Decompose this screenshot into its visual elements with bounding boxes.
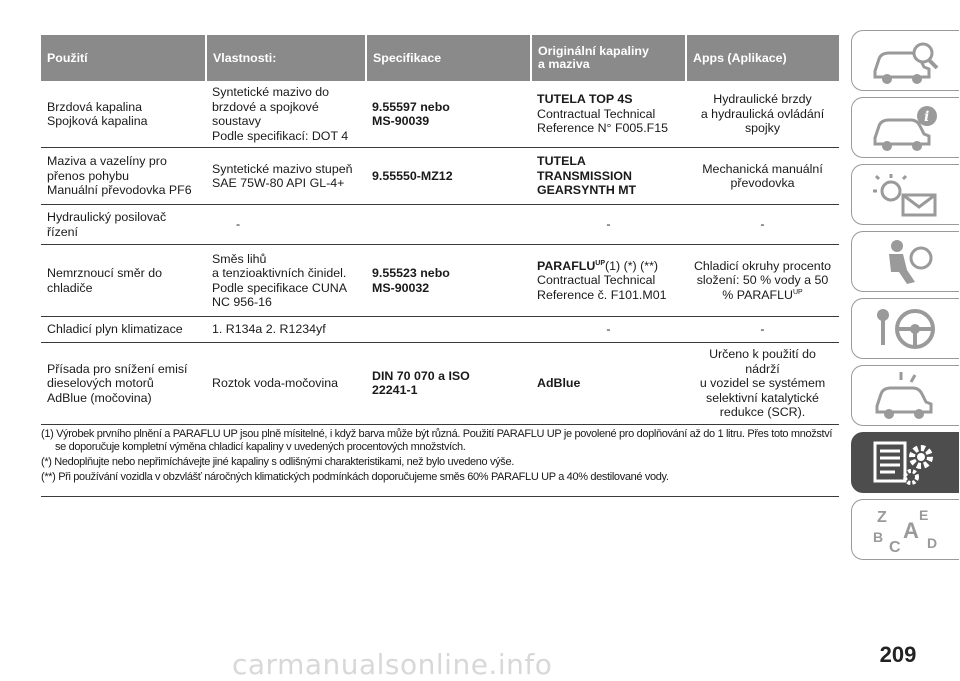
cell-use: Maziva a vazelíny pro přenos pohybu Manuální převodovka PF6 bbox=[41, 148, 206, 205]
fluid-notes-ref: (1) (*) (**) bbox=[605, 258, 659, 273]
cell-properties: Směs lihů a tenzioaktivních činidel. Podle specifikace CUNA NC 956-16 bbox=[206, 245, 366, 317]
table-row bbox=[41, 317, 839, 343]
chapter-tabs bbox=[851, 30, 959, 566]
tab-emergency[interactable] bbox=[851, 365, 959, 426]
cell-fluid: - bbox=[531, 205, 686, 245]
footnote-asterisk: (*) Nedoplňujte nebo nepřimíchávejte jiné kapaliny s odlišnými charakteristikami, než bylo uvedeno výše. bbox=[41, 455, 514, 468]
cell-use: Přísada pro snížení emisí dieselových motorů AdBlue (močovina) bbox=[41, 343, 206, 425]
cell-fluid: TUTELA TRANSMISSION GEARSYNTH MT bbox=[531, 148, 686, 205]
cell-spec bbox=[366, 317, 531, 343]
cell-use: Brzdová kapalina Spojková kapalina bbox=[41, 81, 206, 148]
warning-lights-icon bbox=[867, 169, 945, 221]
fluid-superscript: UP bbox=[595, 259, 606, 267]
apps-superscript: UP bbox=[792, 288, 803, 296]
airbag-safety-icon bbox=[867, 236, 945, 288]
cell-properties: 1. R134a 2. R1234yf bbox=[206, 317, 366, 343]
header-spec: Specifikace bbox=[366, 35, 531, 81]
key-steering-wheel-icon bbox=[867, 303, 945, 355]
footnote-1: (1) Výrobek prvního plnění a PARAFLU UP jsou plně mísitelné, i když barva může být různá. Použití PARAFLU UP je povolené pro doplňování až do 1 litru. Přes toto množství se doporučuje kompletní výměna chladicí kapaliny v uvedených procentových množstvích. bbox=[41, 427, 833, 453]
table-row bbox=[41, 148, 839, 205]
tab-safety[interactable] bbox=[851, 231, 959, 292]
car-info-icon bbox=[867, 102, 945, 154]
cell-apps bbox=[686, 245, 839, 317]
cell-apps: Hydraulické brzdy a hydraulická ovládání spojky bbox=[686, 81, 839, 148]
footnote-double-asterisk: (**) Při používání vozidla v obzvlášť náročných klimatických podmínkách doporučujeme směs 60% PARAFLU UP a 40% destilované vody. bbox=[41, 470, 669, 483]
fluids-table bbox=[41, 35, 839, 425]
fluid-name: TUTELA TOP 4S bbox=[537, 92, 633, 107]
cell-spec: 9.55550-MZ12 bbox=[366, 148, 531, 205]
header-properties: Vlastnosti: bbox=[206, 35, 366, 81]
tab-index[interactable] bbox=[851, 499, 959, 560]
index-letter: C bbox=[888, 538, 901, 556]
table-row bbox=[41, 245, 839, 317]
table-row bbox=[41, 343, 839, 425]
index-letter: B bbox=[872, 528, 883, 545]
fluid-reference: Contractual Technical Reference č. F101.M01 bbox=[537, 273, 667, 302]
fluid-name: PARAFLU bbox=[537, 258, 596, 273]
cell-use: Hydraulický posilovač řízení bbox=[41, 205, 206, 245]
fluid-reference: Contractual Technical Reference N° F005.F15 bbox=[537, 106, 668, 136]
tab-vehicle-info[interactable] bbox=[851, 97, 959, 158]
cell-apps: Určeno k použití do nádrží u vozidel se systémem selektivní katalytické redukce (SCR). bbox=[686, 343, 839, 425]
cell-properties: Roztok voda-močovina bbox=[206, 343, 366, 425]
header-fluids: Originální kapaliny a maziva bbox=[531, 35, 686, 81]
cell-properties: - bbox=[206, 205, 366, 245]
cell-apps: - bbox=[686, 317, 839, 343]
tab-warning-lights[interactable] bbox=[851, 164, 959, 225]
cell-fluid: AdBlue bbox=[531, 343, 686, 425]
alphabet-index-icon bbox=[867, 504, 945, 556]
cell-spec bbox=[366, 205, 531, 245]
cell-properties: Syntetické mazivo stupeň SAE 75W-80 API GL-4+ bbox=[206, 148, 366, 205]
list-gears-icon bbox=[867, 437, 945, 489]
header-apps: Apps (Aplikace) bbox=[686, 35, 839, 81]
cell-apps: - bbox=[686, 205, 839, 245]
svg-text:i: i bbox=[923, 108, 929, 125]
cell-fluid: - bbox=[531, 317, 686, 343]
index-letter: D bbox=[926, 534, 937, 551]
index-letter: A bbox=[902, 517, 919, 543]
apps-text: Chladicí okruhy procento složení: 50 % vody a 50 % PARAFLU bbox=[693, 258, 832, 302]
cell-properties: Syntetické mazivo do brzdové a spojkové soustavy Podle specifikací: DOT 4 bbox=[206, 81, 366, 148]
cell-spec: 9.55523 nebo MS-90032 bbox=[366, 245, 531, 317]
cell-spec: 9.55597 nebo MS-90039 bbox=[366, 81, 531, 148]
car-breakdown-icon bbox=[867, 370, 945, 422]
tab-technical-data[interactable] bbox=[851, 432, 959, 493]
cell-spec: DIN 70 070 a ISO 22241-1 bbox=[366, 343, 531, 425]
page-number: 209 bbox=[879, 642, 917, 667]
cell-apps: Mechanická manuální převodovka bbox=[686, 148, 839, 205]
cell-fluid bbox=[531, 81, 686, 148]
table-row bbox=[41, 205, 839, 245]
cell-use: Nemrznoucí směr do chladiče bbox=[41, 245, 206, 317]
tab-starting-driving[interactable] bbox=[851, 298, 959, 359]
table-header-row bbox=[41, 35, 839, 81]
cell-fluid bbox=[531, 245, 686, 317]
car-search-icon bbox=[867, 35, 945, 87]
header-use: Použití bbox=[41, 35, 206, 81]
table-row bbox=[41, 81, 839, 148]
footnotes bbox=[41, 425, 839, 497]
index-letter: E bbox=[918, 506, 928, 523]
tab-vehicle-overview[interactable] bbox=[851, 30, 959, 91]
index-letter: Z bbox=[876, 508, 887, 526]
watermark: carmanualsonline.info bbox=[232, 648, 553, 681]
spec-page bbox=[41, 35, 839, 497]
cell-use: Chladicí plyn klimatizace bbox=[41, 317, 206, 343]
